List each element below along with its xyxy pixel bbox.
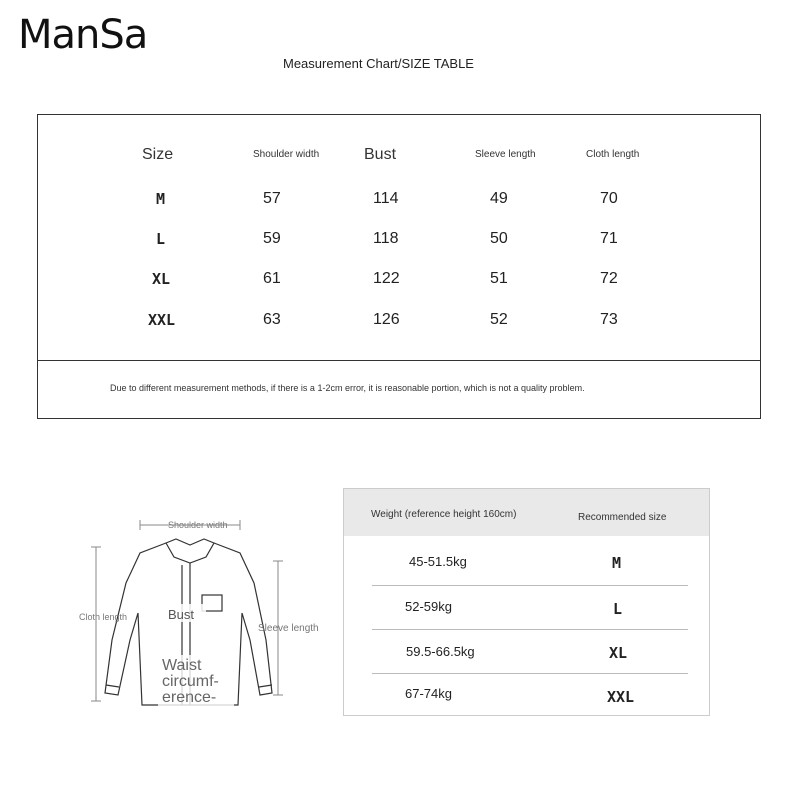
weight-cell: 67-74kg <box>405 686 452 701</box>
size-cell: M <box>612 554 622 572</box>
header-recommended-size: Recommended size <box>578 512 667 523</box>
row-divider <box>372 585 688 586</box>
cloth-cell: 73 <box>600 311 618 328</box>
brand-logo: ManSa <box>18 12 148 58</box>
header-weight: Weight (reference height 160cm) <box>371 509 517 520</box>
sleeve-cell: 50 <box>490 230 508 247</box>
sleeve-cell: 52 <box>490 311 508 328</box>
shoulder-cell: 63 <box>263 311 281 328</box>
size-cell: XL <box>609 644 628 662</box>
measurement-note: Due to different measurement methods, if there is a 1-2cm error, it is reasonable portion, which is not a quality problem. <box>110 383 585 393</box>
size-cell: XXL <box>607 688 635 706</box>
header-cloth-length: Cloth length <box>586 149 640 160</box>
shoulder-width-label: Shoulder width <box>168 520 228 530</box>
size-table <box>37 114 761 419</box>
bust-cell: 114 <box>373 190 399 207</box>
row-divider <box>372 673 688 674</box>
header-sleeve-length: Sleeve length <box>475 149 536 160</box>
shoulder-cell: 57 <box>263 190 281 207</box>
waist-label: Waist <box>162 657 202 674</box>
header-bust: Bust <box>364 146 397 163</box>
sleeve-length-label: Sleeve length <box>258 623 319 634</box>
bust-cell: 118 <box>373 230 399 247</box>
sleeve-cell: 49 <box>490 190 508 207</box>
row-divider <box>372 629 688 630</box>
bust-cell: 122 <box>373 270 400 287</box>
cloth-cell: 71 <box>600 230 618 247</box>
weight-cell: 59.5-66.5kg <box>406 644 475 659</box>
size-cell: L <box>613 600 623 618</box>
waist-label: erence- <box>162 689 217 706</box>
header-size: Size <box>142 146 174 163</box>
sleeve-cell: 51 <box>490 270 508 287</box>
weight-cell: 45-51.5kg <box>409 554 467 569</box>
cloth-length-label: Cloth length <box>79 612 128 622</box>
waist-label: circumf- <box>162 673 219 690</box>
cloth-cell: 70 <box>600 190 618 207</box>
shoulder-cell: 59 <box>263 230 281 247</box>
cloth-cell: 72 <box>600 270 618 287</box>
size-cell: M <box>156 190 166 208</box>
header-shoulder-width: Shoulder width <box>253 149 320 160</box>
weight-cell: 52-59kg <box>405 599 452 614</box>
size-cell: L <box>156 230 166 248</box>
garment-diagram <box>78 505 338 720</box>
shoulder-cell: 61 <box>263 270 281 287</box>
bust-label: Bust <box>168 607 195 622</box>
page-title: Measurement Chart/SIZE TABLE <box>283 56 474 71</box>
size-cell: XL <box>152 270 171 288</box>
table-divider <box>38 360 760 361</box>
bust-cell: 126 <box>373 311 400 328</box>
size-cell: XXL <box>148 311 176 329</box>
weight-size-table <box>343 488 710 716</box>
